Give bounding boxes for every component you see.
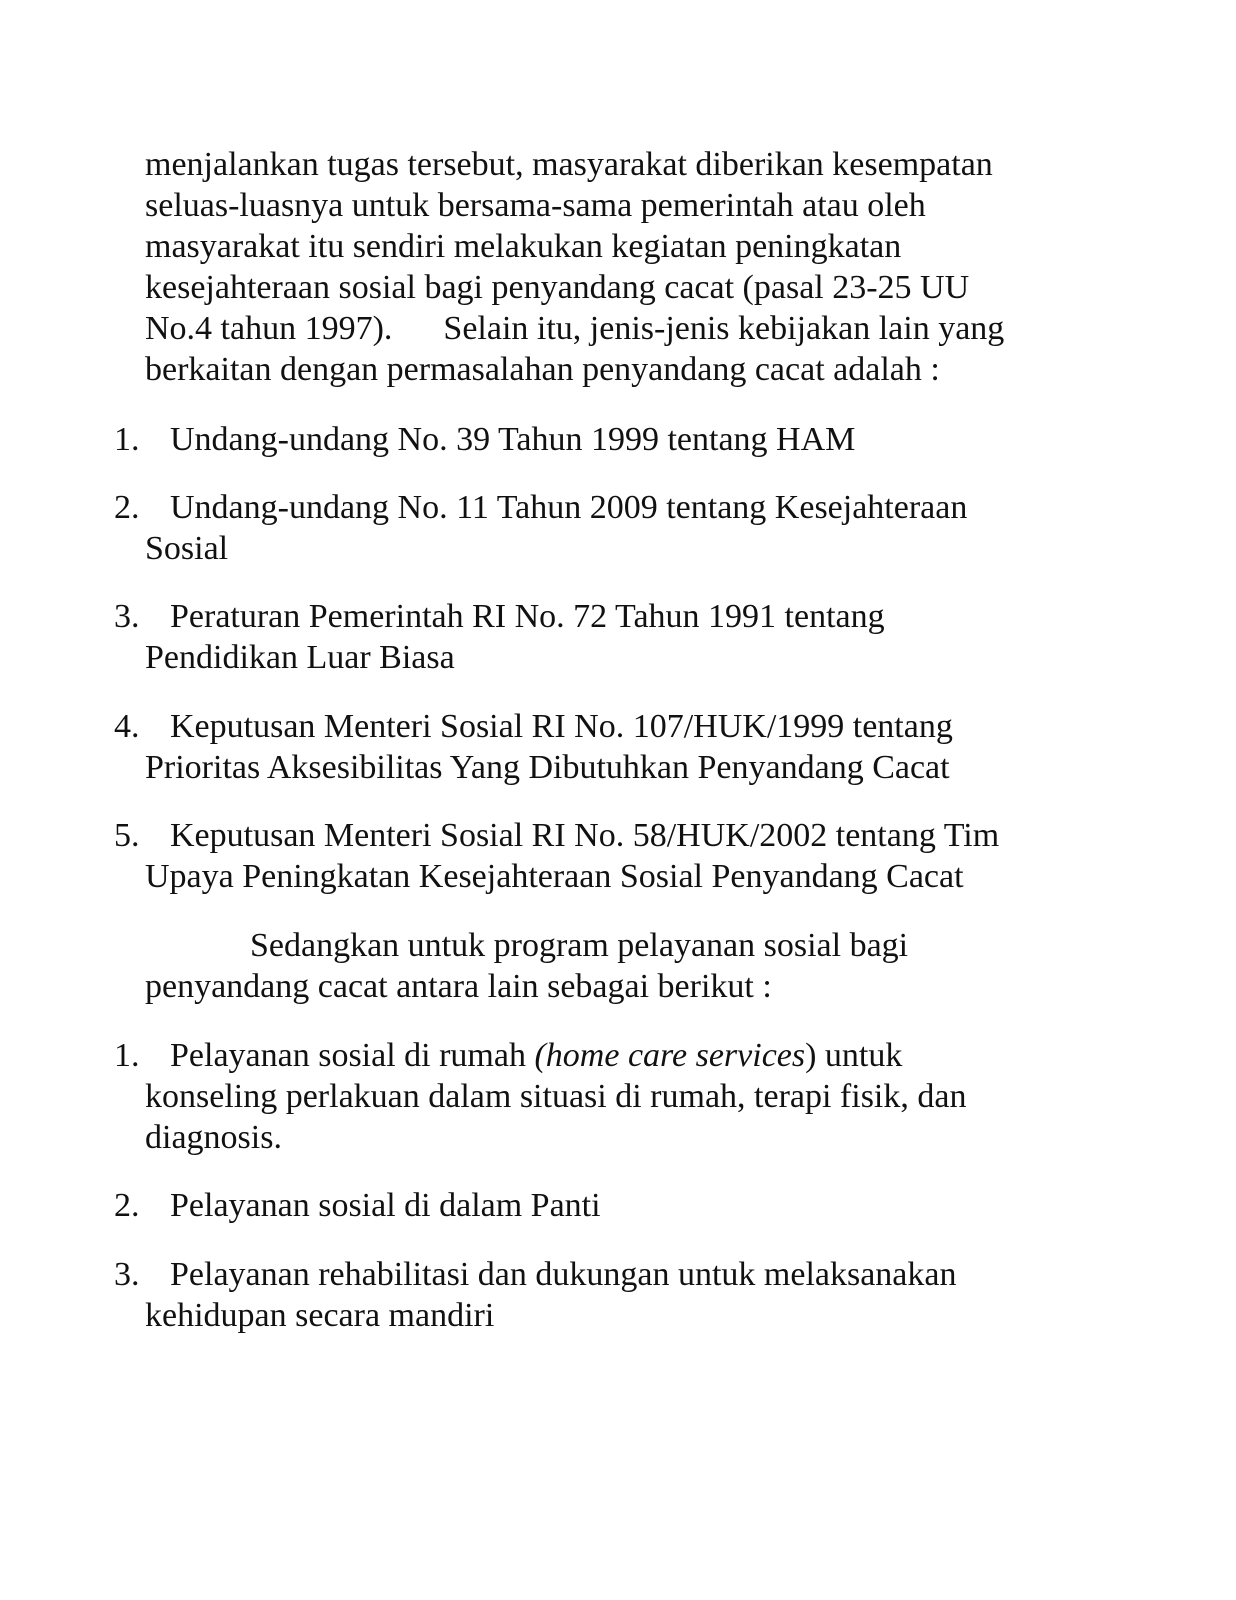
list-item-text-prefix: Pelayanan sosial di rumah [170, 1037, 535, 1074]
programs-intro-line: Sedangkan untuk program pelayanan sosial bagi [250, 927, 909, 964]
list-item-text: Upaya Peningkatan Kesejahteraan Sosial Penyandang Cacat [145, 858, 964, 895]
intro-line: seluas-luasnya untuk bersama-sama pemerintah atau oleh [145, 187, 926, 224]
list-item-text: konseling perlakuan dalam situasi di rumah, terapi fisik, dan [145, 1078, 967, 1115]
list-item-text: Pelayanan rehabilitasi dan dukungan untuk melaksanakan [170, 1256, 957, 1293]
list-item-text: Sosial [145, 530, 229, 567]
list-item-text: Undang-undang No. 11 Tahun 2009 tentang Kesejahteraan [170, 489, 968, 526]
list-number: 4. [114, 708, 140, 745]
list-number: 3. [114, 598, 140, 635]
list-item-text: Prioritas Aksesibilitas Yang Dibutuhkan Penyandang Cacat [145, 749, 950, 786]
list-number: 2. [114, 1187, 140, 1224]
list-item-text [170, 1039, 902, 1073]
list-item-text: Peraturan Pemerintah RI No. 72 Tahun 1991 tentang [170, 598, 885, 635]
intro-line: berkaitan dengan permasalahan penyandang cacat adalah : [145, 351, 940, 388]
intro-line: kesejahteraan sosial bagi penyandang cacat (pasal 23-25 UU [145, 269, 970, 306]
list-number: 1. [114, 1037, 140, 1074]
list-number: 5. [114, 817, 140, 854]
intro-line: masyarakat itu sendiri melakukan kegiatan peningkatan [145, 228, 902, 265]
list-number: 2. [114, 489, 140, 526]
programs-intro-line: penyandang cacat antara lain sebagai berikut : [145, 968, 772, 1005]
intro-line: No.4 tahun 1997). Selain itu, jenis-jenis kebijakan lain yang [145, 310, 1005, 347]
list-number: 1. [114, 421, 140, 458]
list-item-text: kehidupan secara mandiri [145, 1297, 495, 1334]
list-item-text: Undang-undang No. 39 Tahun 1999 tentang HAM [170, 421, 856, 458]
list-number: 3. [114, 1256, 140, 1293]
list-item-text: Pelayanan sosial di dalam Panti [170, 1187, 601, 1224]
list-item-text-italic: (home care services [534, 1037, 806, 1074]
list-item-text: diagnosis. [145, 1119, 282, 1156]
list-item-text: Keputusan Menteri Sosial RI No. 58/HUK/2002 tentang Tim [170, 817, 1000, 854]
intro-line: menjalankan tugas tersebut, masyarakat diberikan kesempatan [145, 146, 993, 183]
list-item-text: Pendidikan Luar Biasa [145, 639, 455, 676]
list-item-text-suffix: ) untuk [805, 1037, 903, 1074]
list-item-text: Keputusan Menteri Sosial RI No. 107/HUK/1999 tentang [170, 708, 953, 745]
